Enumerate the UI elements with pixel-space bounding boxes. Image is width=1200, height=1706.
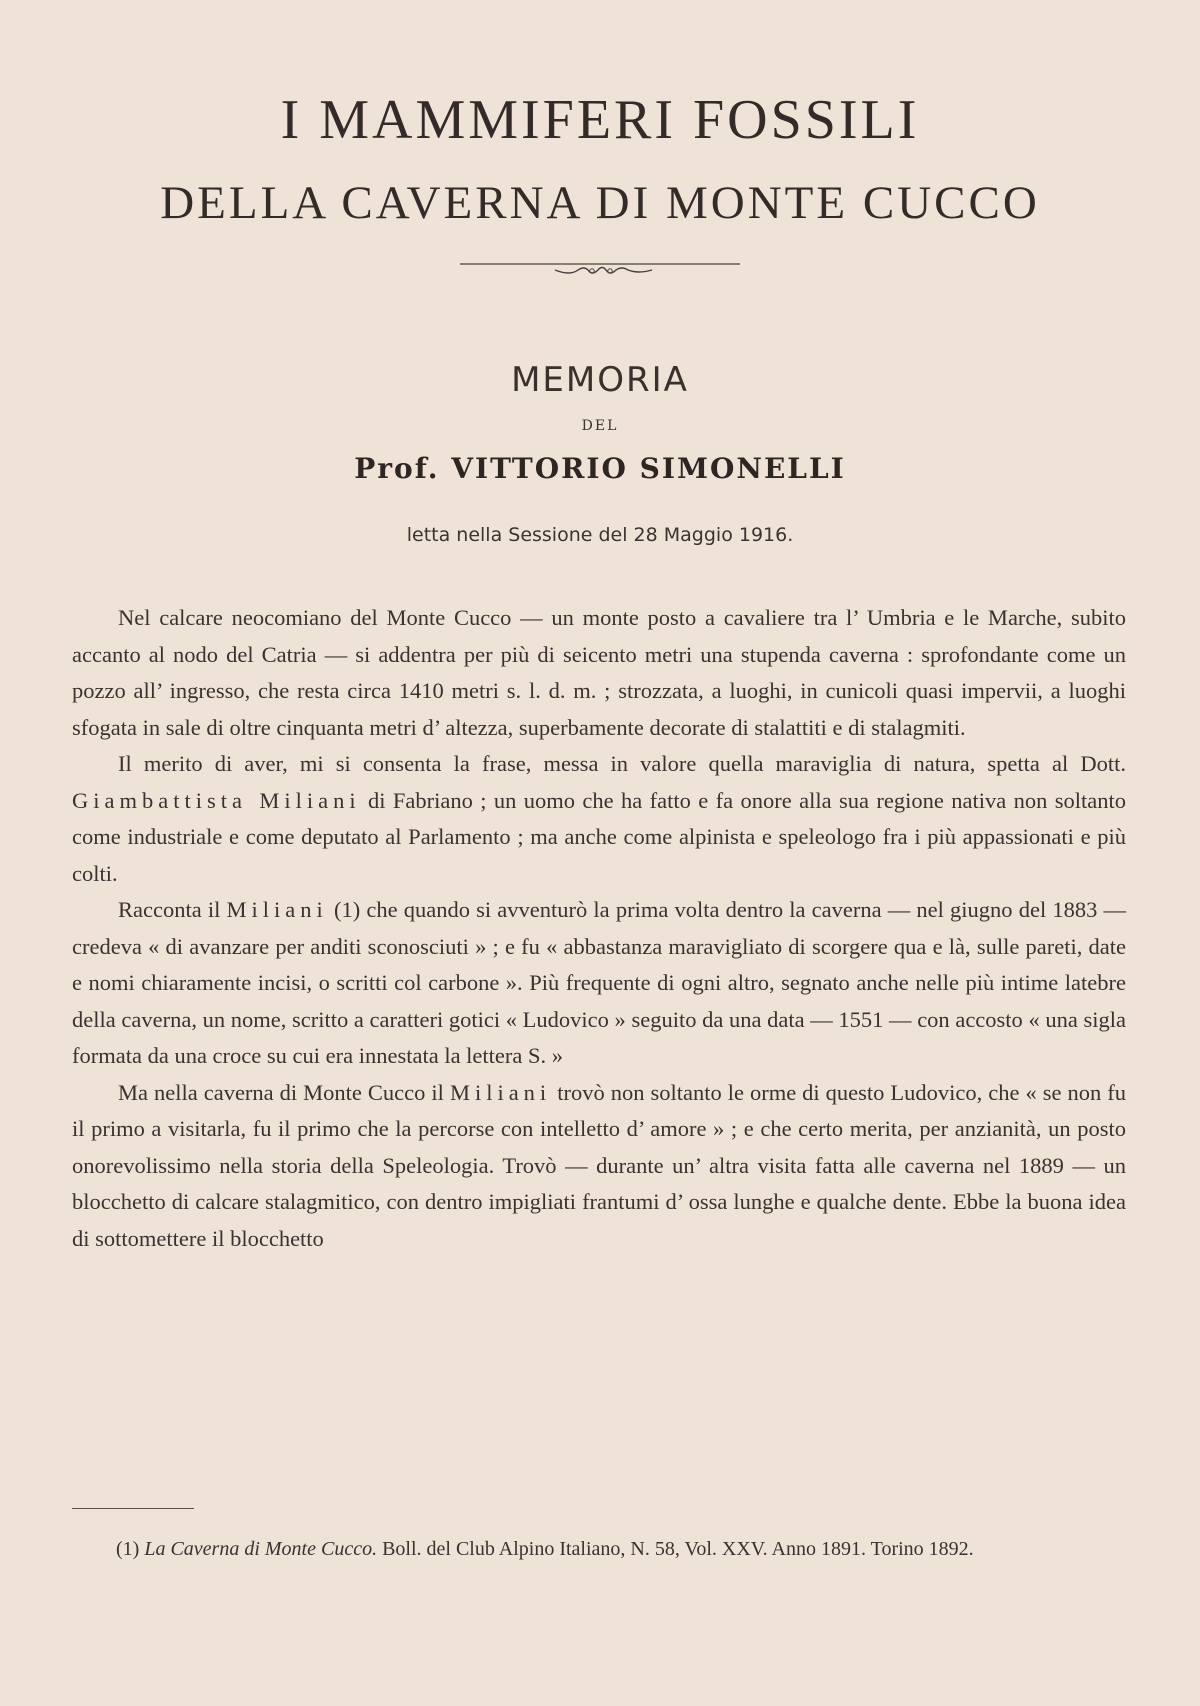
footnote-title: La Caverna di Monte Cucco.	[144, 1538, 378, 1560]
footnote-mark: (1)	[116, 1538, 140, 1560]
paragraph-2-text-b: di Fabriano ; un uomo che ha fatto e fa onore alla sua regione nativa non soltanto come industriale e come deputato al Parlamento ; ma anche come alpinista e speleologo fra i più appassionati e più colti.	[72, 787, 1126, 886]
person-name: Miliani	[226, 897, 328, 922]
paragraph-3	[72, 892, 1126, 1075]
footnote-divider	[72, 1508, 194, 1509]
title-line-1: I MAMMIFERI FOSSILI	[280, 89, 920, 151]
paragraph-3-text-b: (1) che quando si avventurò la prima volta dentro la caverna — nel giugno del 1883 — credeva « di avanzare per anditi sconosciuti » ; e fu « abbastanza maravigliato di scorgere qua e là, sulle pareti, date e nomi chiaramente incisi, o scritti col carbone ». Più frequente di ogni altro, segnato anche nelle più intime latebre della caverna, un nome, scritto a caratteri gotici « Ludovico » seguito da una data — 1551 — con accosto « una sigla formata da una croce su cui era innestata la lettera S. »	[72, 897, 1127, 1068]
session-note: letta nella Sessione del 28 Maggio 1916.	[406, 524, 794, 546]
footnote	[72, 1533, 1126, 1565]
paragraph-2	[72, 746, 1126, 892]
memoria-heading: MEMORIA	[511, 360, 689, 400]
footnote-text: Boll. del Club Alpino Italiano, N. 58, Vol. XXV. Anno 1891. Torino 1892.	[382, 1538, 974, 1560]
paragraph-1: Nel calcare neocomiano del Monte Cucco — un monte posto a cavaliere tra l’ Umbria e le Marche, subito accanto al nodo del Catria — si addentra per più di seicento metri una stupenda caverna : sprofondante come un pozzo all’ ingresso, che resta circa 1410 metri s. l. d. m. ; strozzata, a luoghi, in cunicoli quasi impervii, a luoghi sfogata in sale di oltre cinquanta metri d’ altezza, superbamente decorate di stalattiti e di stalagmiti.	[72, 605, 1126, 740]
paragraph-4-text-a: Ma nella caverna di Monte Cucco il	[118, 1079, 444, 1105]
person-name: Miliani	[449, 1079, 552, 1105]
paragraph-4	[72, 1075, 1126, 1258]
person-name: Giambattista Miliani	[72, 787, 361, 813]
body-text	[72, 600, 1126, 1257]
author-name: Prof. VITTORIO SIMONELLI	[354, 452, 846, 485]
paragraph-3-text-a: Racconta il	[118, 897, 221, 922]
ornament-divider	[460, 258, 740, 282]
del-label: DEL	[581, 418, 619, 434]
paragraph-4-text-b: trovò non soltanto le orme di questo Ludovico, che « se non fu il primo a visitarla, fu il primo che la percorse con intelletto d’ amore » ; e che certo merita, per anzianità, un posto onorevolissimo nella storia della Speleologia. Trovò — durante un’ altra visita fatta alle caverna nel 1889 — un blocchetto di calcare stalagmitico, con dentro impigliati frantumi d’ ossa lunghe e qualche dente. Ebbe la buona idea di sottomettere il blocchetto	[72, 1079, 1127, 1251]
title-line-2: DELLA CAVERNA DI MONTE CUCCO	[160, 177, 1040, 229]
paragraph-2-text-a: Il merito di aver, mi si consenta la frase, messa in valore quella maraviglia di natura, spetta al Dott.	[118, 751, 1126, 776]
